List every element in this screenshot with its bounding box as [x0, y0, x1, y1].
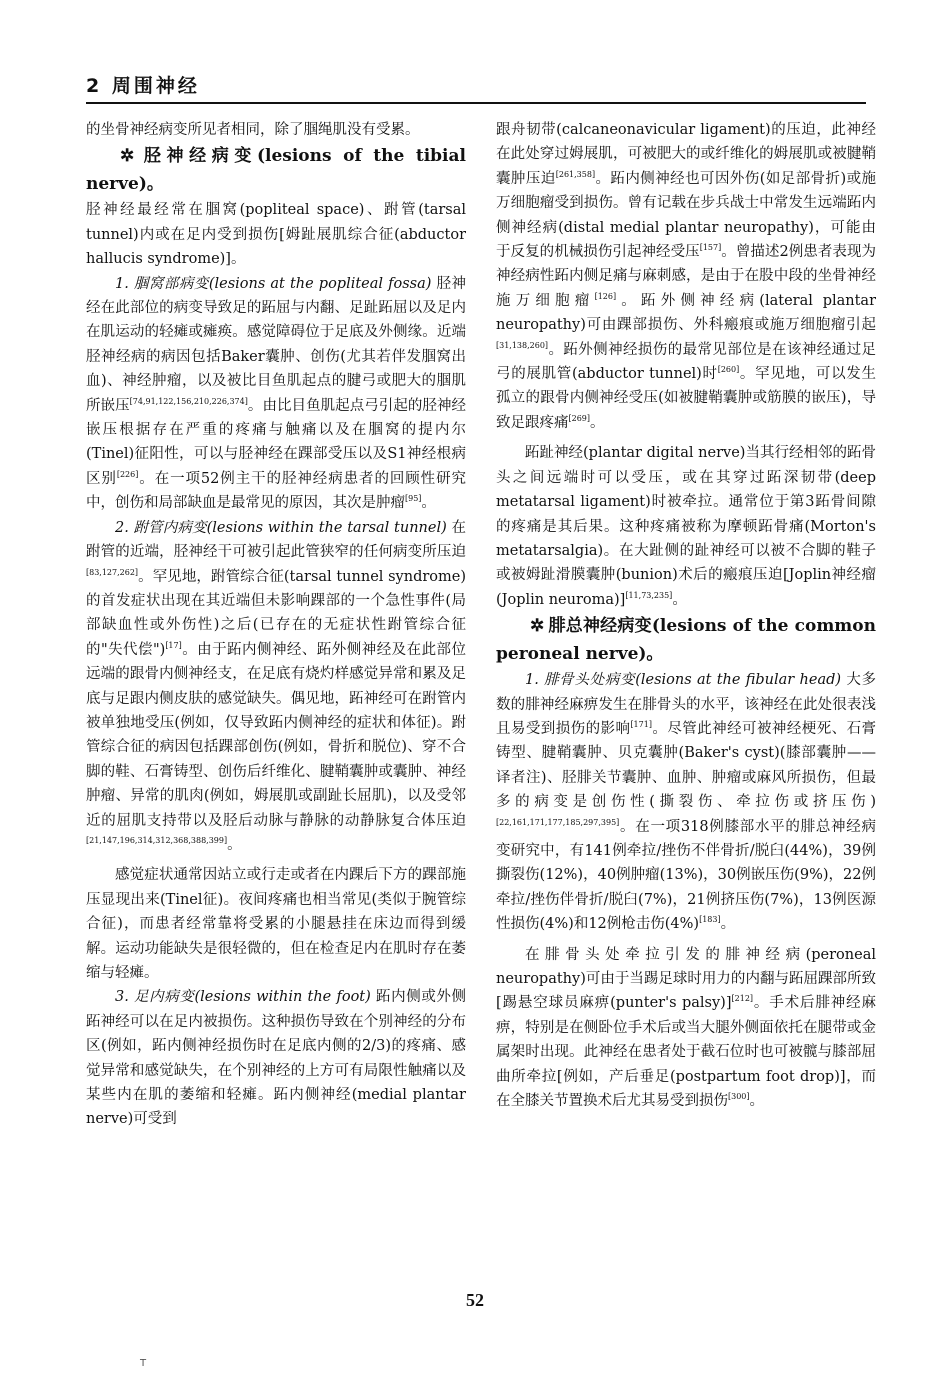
- citation: [83,127,262]: [86, 567, 139, 577]
- star-icon: ✲: [530, 616, 545, 637]
- citation: [22,161,171,177,185,297,395]: [496, 817, 620, 827]
- header-rule: [86, 102, 866, 104]
- section-heading-peroneal: ✲ 腓总神经病变(lesions of the common peroneal nerve)。: [496, 616, 876, 665]
- subsection-label: 3. 足内病变(lesions within the foot): [115, 989, 371, 1006]
- right-column: [496, 118, 876, 1278]
- paragraph: 1. 腓骨头处病变(lesions at the fibular head) 大多数的腓神经麻痹发生在腓骨头的水平，该神经在此处很表浅且易受到损伤的影响[171]。尽管此神经可被神经梗死、石膏铸型、腱鞘囊肿、贝克囊肿(Baker's cyst)(膝部囊肿——译者注)、胫腓关节囊肿、血肿、肿瘤或麻风所损伤，但最多的病变是创伤性(撕裂伤、牵拉伤或挤压伤)[22,161,171,177,185,297,395]。在一项318例膝部水平的腓总神经病变研究中，有141例牵拉/挫伤不伴骨折/脱臼(44%)，39例撕裂伤(12%)，40例肿瘤(13%)，30例嵌压伤(9%)，22例牵拉/挫伤伴骨折/脱臼(7%)，21例挤压伤(7%)，13例医源性损伤(4%)和12例枪击伤(4%)[183]。: [496, 672, 876, 933]
- citation: [226]: [116, 470, 139, 480]
- left-column: [86, 118, 466, 1278]
- paragraph: 在腓骨头处牵拉引发的腓神经病(peroneal neuropathy)可由于当踢足球时用力的内翻与跖屈踝部所致[踢悬空球员麻痹(punter's palsy)][212]。手术后腓神经麻痹，特别是在侧卧位手术后或当大腿外侧面依托在腿带或金属架时出现。此神经在患者处于截石位时也可被髋与膝部屈曲所牵拉[例如，产后垂足(postpartum foot drop)]，而在全膝关节置换术后尤其易受到损伤[300]。: [496, 946, 876, 1110]
- citation: [183]: [699, 915, 721, 925]
- footer-mark: T: [140, 1358, 147, 1369]
- citation: [300]: [728, 1092, 750, 1102]
- paragraph: 胫神经最经常在腘窝(popliteal space)、跗管(tarsal tunnel)内或在足内受到损伤[姆趾展肌综合征(abductor hallucis syndrome)]。: [86, 202, 466, 268]
- paragraph: 2. 跗管内病变(lesions within the tarsal tunnel) 在跗管的近端，胫神经干可被引起此管狭窄的任何病变所压迫[83,127,262]。罕见地，跗管综合征(tarsal tunnel syndrome)的首发症状出现在其近端但未影响踝部的一个急性事件(局部缺血性或外伤性)之后(已存在的无症状性跗管综合征的"失代偿")[17]。由于跖内侧神经、跖外侧神经及在此部位远端的跟骨内侧神经支，在足底有烧灼样感觉异常和累及足底与足跟内侧皮肤的感觉缺失。偶见地，跖神经可在跗管内被单独地受压(例如，仅导致跖内侧神经的症状和体征)。跗管综合征的病因包括踝部创伤(例如，骨折和脱位)、穿不合脚的鞋、石膏铸型、创伤后纤维化、腱鞘囊肿或囊肿、神经肿瘤、异常的肌肉(例如，姆展肌或副趾长屈肌)，以及受邻近的屈肌支持带以及胫后动脉与静脉的动静脉复合体压迫[21,147,196,314,312,368,388,399]。: [86, 519, 466, 853]
- paragraph: 感觉症状通常因站立或行走或者在内踝后下方的踝部施压显现出来(Tinel征)。夜间疼痛也相当常见(类似于腕管综合征)，而患者经常靠将受累的小腿悬挂在床边而得到缓解。运动功能缺失是很轻微的，但在检查足内在肌时存在萎缩与轻瘫。: [86, 867, 466, 981]
- subsection-label: 2. 跗管内病变(lesions within the tarsal tunnel): [115, 519, 447, 536]
- chapter-title: 2 周围神经: [86, 75, 200, 97]
- citation: [31,138,260]: [496, 340, 549, 350]
- citation: [261,358]: [555, 169, 596, 179]
- citation: [11,73,235]: [625, 590, 673, 600]
- page-number: 52: [466, 1290, 484, 1310]
- citation: [126]: [594, 292, 617, 302]
- citation: [21,147,196,314,312,368,388,399]: [86, 836, 228, 846]
- citation: [157]: [699, 243, 722, 253]
- citation: [260]: [717, 365, 740, 375]
- subsection-label: 1. 腘窝部病变(lesions at the popliteal fossa): [115, 275, 432, 292]
- citation: [74,91,122,156,210,226,374]: [129, 396, 248, 406]
- paragraph: 跟舟韧带(calcaneonavicular ligament)的压迫，此神经在此处穿过姆展肌，可被肥大的或纤维化的姆展肌或被腱鞘囊肿压迫[261,358]。跖内侧神经也可因外伤(如足部骨折)或施万细胞瘤受到损伤。曾有记载在步兵战士中常发生远端跖内侧神经病(distal medial plantar neuropathy)，可能由于反复的机械损伤引起神经受压[157]。曾描述2例患者表现为神经病性跖内侧足痛与麻刺感，是由于在股中段的坐骨神经施万细胞瘤[126]。跖外侧神经病(lateral plantar neuropathy)可由踝部损伤、外科瘢痕或施万细胞瘤引起[31,138,260]。跖外侧神经损伤的最常见部位是在该神经通过足弓的展肌管(abductor tunnel)时[260]。罕见地，可以发生孤立的跟骨内侧神经受压(如被腱鞘囊肿或筋膜的嵌压)，导致足跟疼痛[269]。: [496, 122, 876, 431]
- citation: [269]: [568, 414, 591, 424]
- paragraph: 的坐骨神经病变所见者相同，除了腘绳肌没有受累。: [86, 122, 420, 138]
- citation: [95]: [405, 494, 422, 504]
- section-heading-tibial: ✲ 胫神经病变(lesions of the tibial nerve)。: [86, 146, 466, 195]
- citation: [212]: [731, 994, 754, 1004]
- star-icon: ✲: [120, 146, 135, 167]
- running-header: [86, 72, 866, 100]
- citation: [171]: [630, 720, 652, 730]
- citation: [17]: [165, 640, 182, 650]
- paragraph: 跖趾神经(plantar digital nerve)当其行经相邻的跖骨头之间远端时可以受压，或在其穿过跖深韧带(deep metatarsal ligament)时被牵拉。通常位于第3跖骨间隙的疼痛是其后果。这种疼痛被称为摩顿跖骨痛(Morton's metatarsalgia)。在大趾侧的趾神经可以被不合脚的鞋子或被姆趾滑膜囊肿(bunion)术后的瘢痕压迫[Joplin神经瘤(Joplin neuroma)][11,73,235]。: [496, 445, 876, 608]
- paragraph: 3. 足内病变(lesions within the foot) 跖内侧或外侧跖神经可以在足内被损伤。这种损伤导致在个别神经的分布区(例如，跖内侧神经损伤时在足底内侧的2/3)的疼痛、感觉异常和感觉缺失，在个别神经的上方可有局限性触痛以及某些内在肌的萎缩和轻瘫。跖内侧神经(medial plantar nerve)可受到: [86, 989, 466, 1128]
- paragraph: 1. 腘窝部病变(lesions at the popliteal fossa) 胫神经在此部位的病变导致足的跖屈与内翻、足趾跖屈以及足内在肌运动的轻瘫或瘫痪。感觉障碍位于足底及外侧缘。近端胫神经病的病因包括Baker囊肿、创伤(尤其若伴发腘窝出血)、神经肿瘤，以及被比目鱼肌起点的腱弓或肥大的腘肌所嵌压[74,91,122,156,210,226,374]。由比目鱼肌起点弓引起的胫神经嵌压根据存在严重的疼痛与触痛以及在腘窝的提内尔(Tinel)征阳性，可以与胫神经在踝部受压以及S1神经根病区别[226]。在一项52例主干的胫神经病患者的回顾性研究中，创伤和局部缺血是最常见的原因，其次是肿瘤[95]。: [86, 275, 466, 512]
- subsection-label: 1. 腓骨头处病变(lesions at the fibular head): [525, 672, 842, 689]
